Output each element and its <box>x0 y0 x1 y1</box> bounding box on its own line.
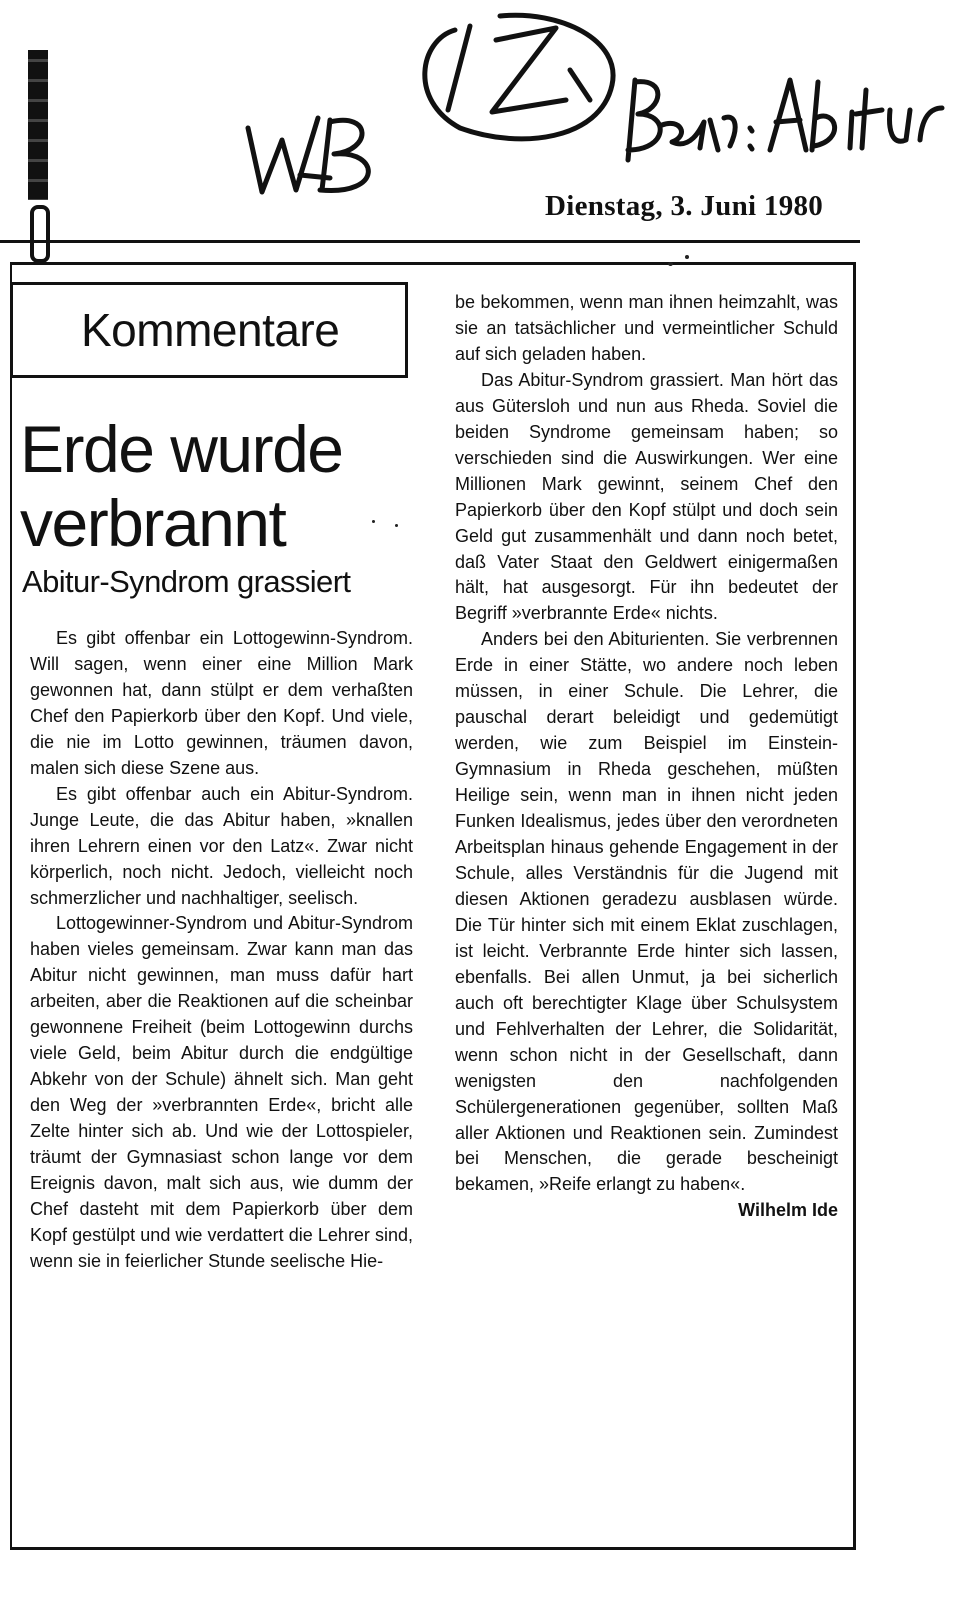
left-column <box>30 626 413 1275</box>
handwritten-notes <box>0 0 978 200</box>
paragraph: be bekommen, wenn man ihnen heimzahlt, was sie an tatsächlicher und vermeintlicher Schuld auf sich geladen haben. <box>455 292 838 364</box>
handwriting-abitur-a-stroke <box>770 80 806 150</box>
header-rule <box>0 240 860 243</box>
scan-speck <box>668 262 673 266</box>
paragraph: Es gibt offenbar ein Lottogewinn-Syndrom. Will sagen, wenn einer eine Million Mark gewonnen hat, dann stülpt er dem verhaßten Chef den Papierkorb über den Kopf. Und viele, die nie im Lotto gewinnen, träumen davon, malen sich diese Szene aus. <box>30 628 413 778</box>
rubric-label: Kommentare <box>81 304 340 356</box>
headline <box>20 412 440 560</box>
handwriting-abitur-mid-stroke <box>812 82 882 150</box>
handwriting-tick-stroke <box>570 70 590 100</box>
scan-ring-artifact <box>30 205 50 263</box>
scan-speck <box>372 520 375 523</box>
handwriting-w-stroke <box>248 118 318 192</box>
handwriting-colon-stroke <box>750 128 752 149</box>
rubric-box <box>10 282 408 378</box>
right-column <box>455 290 838 1224</box>
handwriting-abitur-end-stroke <box>890 108 942 141</box>
headline-line-1: Erde wurde <box>20 412 343 486</box>
paragraph: Das Abitur-Syndrom grassiert. Man hört das aus Gütersloh und nun aus Rheda. Soviel die beiden Syndrome gemeinsam haben; so verschieden sind die Auswirkungen. Wer eine Millionen Mark gewinnt, seinem Chef den Papierkorb über den Kopf stülpt und doch sein Geld gut zusammenhält und dann noch betet, daß Vater Staat den Geldwert einigermaßen hält, hat ausgesorgt. Für ihn bedeutet der Begriff »verbrannte Erde« nichts. <box>455 369 838 624</box>
handwriting-betr-rest-stroke <box>662 117 735 150</box>
subheadline: Abitur-Syndrom grassiert <box>22 564 351 599</box>
publication-date: Dienstag, 3. Juni 1980 <box>545 190 824 222</box>
scan-speck <box>685 255 689 259</box>
handwriting-drawing <box>0 0 978 200</box>
paragraph: Lottogewinner-Syndrom und Abitur-Syndrom haben vieles gemeinsam. Zwar kann man das Abitur nicht gewinnen, man muss dafür hart arbeiten, aber die Reaktionen auf die scheinbar gewonnene Freiheit (beim Lottogewinn durchs viele Geld, beim Abitur durch die endgültige Abkehr von der Schule) ähnelt sich. Man geht den Weg der »verbrannten Erde«, bricht alle Zelte hinter sich ab. Und wie der Lottospieler, träumt der Gymnasiast schon lange vor dem Ereignis davon, malt sich aus, wie dumm der Chef dasteht mit dem Papierkorb über dem Kopf gestülpt und wie verdattert die Lehrer sind, wenn sie in feierlicher Stunde seelische Hie- <box>30 913 413 1271</box>
author-name: Wilhelm Ide <box>738 1200 838 1221</box>
paragraph-text: Anders bei den Abiturienten. Sie verbrennen Erde in einer Stätte, wo andere noch leben müssen, in einer Schule. Die Lehrer, die pauschal derart beleidigt und gedemütigt werden, wie zum Beispiel im Einstein-Gymnasium in Rheda geschehen, müßten Heilige sein, wenn man in ihnen nicht jeden Funken Idealismus, jedes über den verordneten Arbeitsplan hinaus gehende Engagement in der Schule, alles Verständnis für die Jugend mit diesen Aktionen geradezu ausblasen würde. Die Tür hinter sich mit einem Eklat zuschlagen, ist leicht. Verbrannte Erde hinter sich lassen, ebenfalls. Bei allen Unmut, ja bei sicherlich auch oft berechtigter Klage über Schulsystem und Fehlverhalten der Lehrer, die Solidarität, wenn schon nicht in der Gesellschaft, dann wenigsten den nachfolgenden Schülergenerationen gegenüber, sollten Maß aller Aktionen und Reaktionen sein. Zumindest bei Menschen, die gerade bescheinigt bekamen, »Reife erlangt zu haben«. <box>455 629 838 1195</box>
handwriting-l-stroke <box>448 26 470 110</box>
handwriting-z-stroke <box>492 28 566 112</box>
paragraph <box>455 627 838 1221</box>
handwriting-underline-stroke <box>300 175 330 178</box>
scan-speck <box>395 524 398 527</box>
handwriting-betr-b-stroke <box>628 80 660 160</box>
paragraph: Es gibt offenbar auch ein Abitur-Syndrom. Junge Leute, die das Abitur haben, »knallen ihren Lehrern einen vor den Latz«. Zwar nicht körperlich, noch nicht. Jedoch, vielleicht noch schmerzlicher und nachhaltiger, seelisch. <box>30 783 413 908</box>
headline-line-2: verbrannt <box>20 486 286 560</box>
